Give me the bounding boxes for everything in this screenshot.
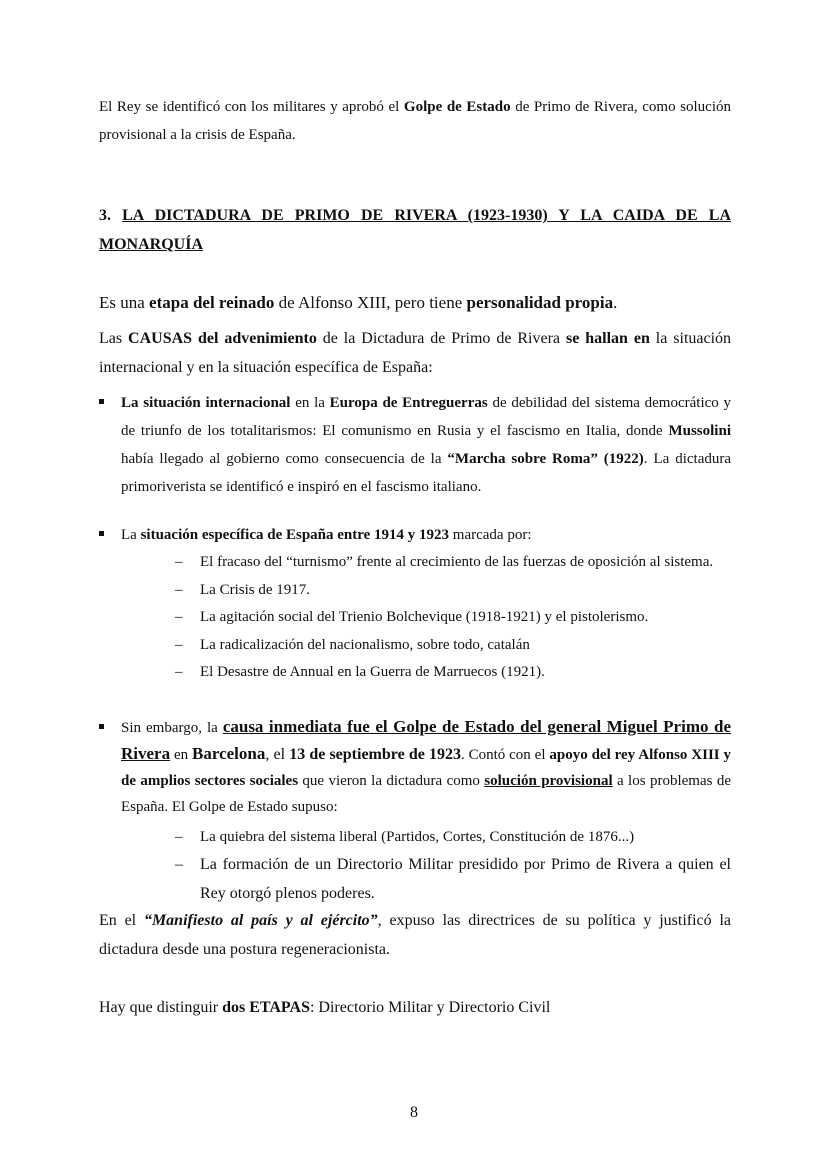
bullet-marker	[99, 724, 107, 732]
list-item: – El Desastre de Annual en la Guerra de Marruecos (1921).	[175, 664, 545, 680]
paragraph-etapa: Es una etapa del reinado de Alfonso XIII, pero tiene personalidad propia.	[99, 293, 618, 312]
list-item: – El fracaso del “turnismo” frente al crecimiento de las fuerzas de oposición al sistema.	[175, 554, 714, 570]
list-item: – La formación de un Directorio Militar presidido por Primo de Rivera a quien el Rey otorgó plenos poderes.	[175, 856, 731, 902]
bullet-marker	[99, 531, 107, 539]
list-item: – La radicalización del nacionalismo, sobre todo, catalán	[175, 637, 530, 653]
bullet-situacion-internacional: La situación internacional en la Europa de Entreguerras de debilidad del sistema democrático y de triunfo de los totalitarismos: El comunismo en Rusia y el fascismo en Italia, donde Mussolini había llegado al gobierno como consecuencia de la “Marcha sobre Roma” (1922). La dictadura primoriverista se identificó e inspiró en el fascismo italiano.	[121, 395, 732, 495]
section-heading: 3. LA DICTADURA DE PRIMO DE RIVERA (1923-1930) Y LA CAIDA DE LA MONARQUÍA	[99, 207, 731, 253]
list-item: – La agitación social del Trienio Bolchevique (1918-1921) y el pistolerismo.	[175, 609, 649, 625]
list-item: – La quiebra del sistema liberal (Partidos, Cortes, Constitución de 1876...)	[175, 829, 635, 845]
section-title: LA DICTADURA DE PRIMO DE RIVERA (1923-1930) Y LA CAIDA DE LA MONARQUÍA	[99, 207, 731, 253]
paragraph-etapas: Hay que distinguir dos ETAPAS: Directorio Militar y Directorio Civil	[99, 999, 551, 1016]
bullet-situacion-espana: La situación específica de España entre 1914 y 1923 marcada por:	[121, 527, 532, 543]
list-item: – La Crisis de 1917.	[175, 582, 310, 598]
paragraph-causas: Las CAUSAS del advenimiento de la Dictadura de Primo de Rivera se hallan en la situación internacional y en la situación específica de España:	[99, 330, 732, 376]
bullet-causa-inmediata: Sin embargo, la causa inmediata fue el Golpe de Estado del general Miguel Primo de Rivera en Barcelona, el 13 de septiembre de 1923. Contó con el apoyo del rey Alfonso XIII y de amplios sectores sociales que vieron la dictadura como solución provisional a los problemas de España. El Golpe de Estado supuso:	[121, 717, 732, 815]
paragraph-manifiesto: En el “Manifiesto al país y al ejército”, expuso las directrices de su política y justificó la dictadura desde una postura regeneracionista.	[99, 912, 731, 958]
page-number: 8	[410, 1104, 418, 1121]
bullet-marker	[99, 399, 107, 407]
intro-paragraph: El Rey se identificó con los militares y aprobó el Golpe de Estado de Primo de Rivera, como solución provisional a la crisis de España.	[99, 99, 731, 143]
